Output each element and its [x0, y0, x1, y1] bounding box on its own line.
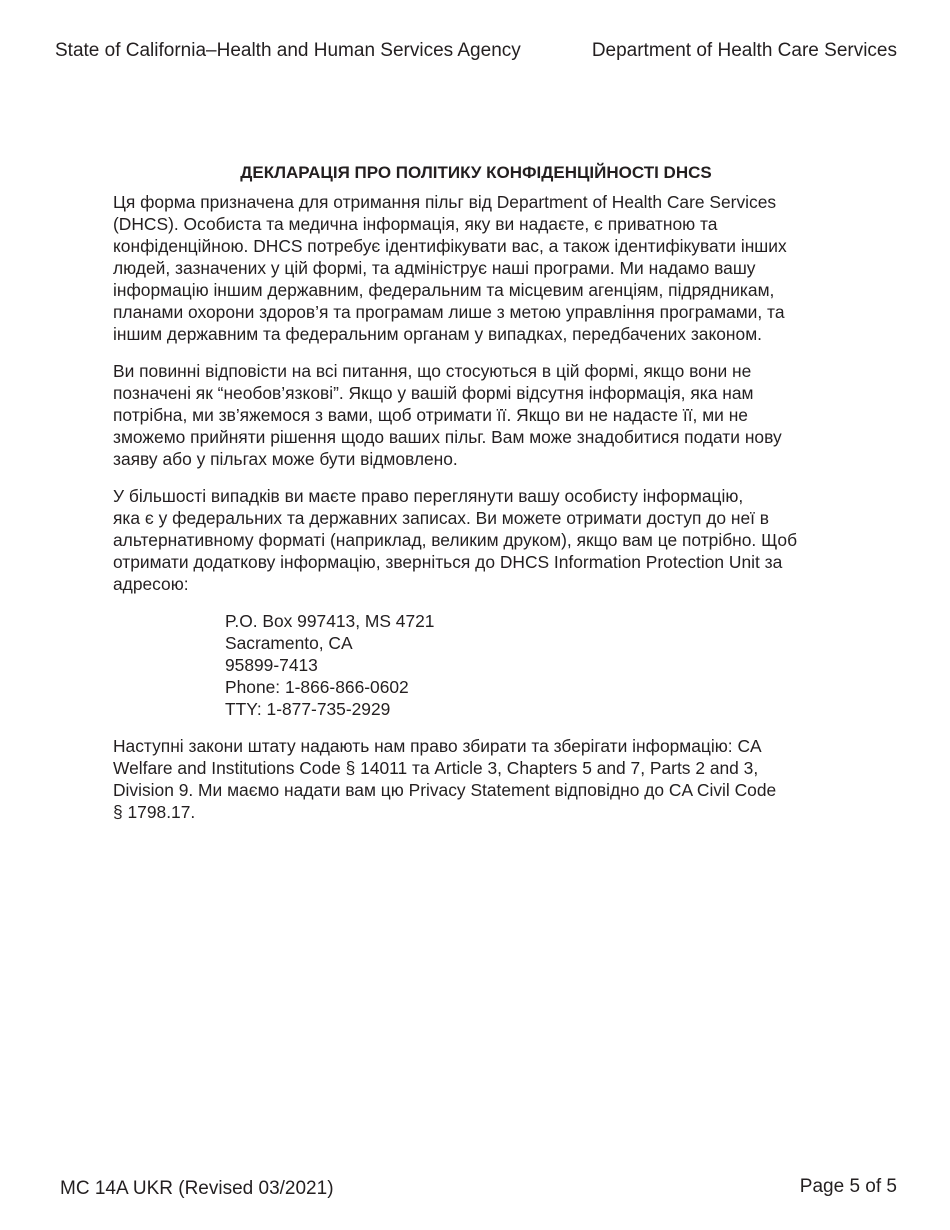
address-po-box: P.O. Box 997413, MS 4721	[225, 611, 435, 631]
footer-form-id: MC 14A UKR (Revised 03/2021)	[60, 1178, 334, 1199]
address-phone: Phone: 1-866-866-0602	[225, 677, 409, 697]
paragraph-legal-basis: Наступні закони штату надають нам право збирати та зберігати інформацію: CA Welfare and Institutions Code § 14011 та Article 3, Chapters 5 and 7, Parts 2 and 3, Division 9. Ми маємо надати вам цю Privacy Statement відповідно до CA Civil Code § 1798.17.	[113, 736, 777, 822]
header-department: Department of Health Care Services	[591, 40, 897, 61]
address-zip: 95899-7413	[225, 655, 318, 675]
address-city: Sacramento, CA	[225, 633, 353, 653]
address-block	[225, 610, 843, 720]
paragraph-required-answers: Ви повинні відповісти на всі питання, що стосуються в цій формі, якщо вони не позначені як “необов’язкові”. Якщо у вашій формі відсутня інформація, яка нам потрібна, ми зв’яжемося з вами, щоб отримати її. Якщо ви не надасте її, ми не зможемо прийняти рішення щодо ваших пільг. Вам може знадобитися подати нову заяву або у пільгах може бути відмовлено.	[113, 361, 782, 469]
page-title: ДЕКЛАРАЦІЯ ПРО ПОЛІТИКУ КОНФІДЕНЦІЙНОСТІ DHCS	[240, 163, 712, 182]
address-tty: TTY: 1-877-735-2929	[225, 699, 391, 719]
paragraph-access-rights: У більшості випадків ви маєте право переглянути вашу особисту інформацію, яка є у федеральних та державних записах. Ви можете отримати доступ до неї в альтернативному форматі (наприклад, великим друком), якщо вам це потрібно. Щоб отримати додаткову інформацію, зверніться до DHCS Information Protection Unit за адресою:	[113, 486, 798, 594]
footer-page-number: Page 5 of 5	[799, 1176, 897, 1197]
document-body	[113, 162, 843, 838]
paragraph-purpose: Ця форма призначена для отримання пільг від Department of Health Care Services (DHCS). Особиста та медична інформація, яку ви надаєте, є приватною та конфіденційною. DHCS потребує ідентифікувати вас, а також ідентифікувати інших людей, зазначених у цій формі, та адмініструє наші програми. Ми надамо вашу інформацію іншим державним, федеральним та місцевим агенціям, підрядникам, планами охорони здоров’я та програмам лише з метою управління програмами, та іншим державним та федеральним органам у випадках, передбачених законом.	[113, 192, 787, 344]
header-agency: State of California–Health and Human Services Agency	[55, 40, 521, 61]
